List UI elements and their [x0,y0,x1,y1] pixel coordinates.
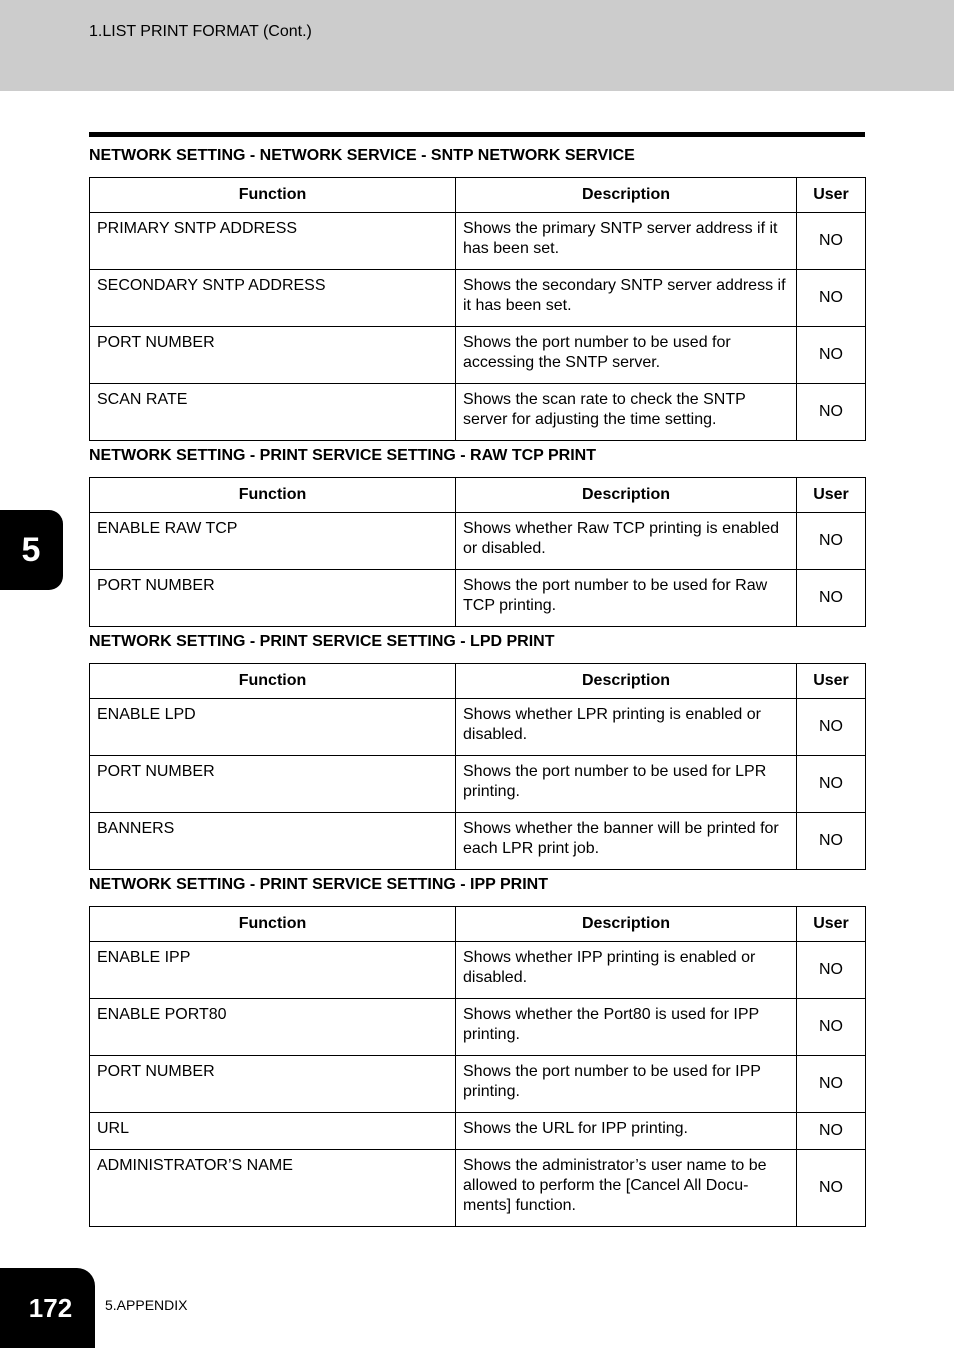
table-row [90,942,866,999]
table-lpd [89,663,866,870]
column-header-function: Function [90,178,456,213]
column-header-user: User [797,664,866,699]
description-cell: Shows whether LPR printing is enabled or disabled. [456,699,797,756]
description-cell: Shows whether the banner will be printed for each LPR print job. [456,813,797,870]
user-cell: NO [797,327,866,384]
description-cell: Shows whether IPP printing is enabled or disabled. [456,942,797,999]
description-cell: Shows the port number to be used for Raw TCP printing. [456,570,797,627]
user-cell: NO [797,213,866,270]
user-cell: NO [797,1113,866,1150]
function-cell: BANNERS [90,813,456,870]
user-cell: NO [797,699,866,756]
table-row [90,699,866,756]
user-cell: NO [797,756,866,813]
column-header-user: User [797,478,866,513]
description-cell: Shows the primary SNTP server address if it has been set. [456,213,797,270]
function-cell: PORT NUMBER [90,1056,456,1113]
description-cell: Shows the port number to be used for IPP printing. [456,1056,797,1113]
function-cell: ENABLE LPD [90,699,456,756]
user-cell: NO [797,813,866,870]
section-title-ipp: NETWORK SETTING - PRINT SERVICE SETTING - IPP PRINT [89,876,548,893]
function-cell: ENABLE PORT80 [90,999,456,1056]
table-row [90,384,866,441]
table-row [90,756,866,813]
table-row [90,1113,866,1150]
function-cell: PORT NUMBER [90,327,456,384]
column-header-description: Description [456,907,797,942]
column-header-function: Function [90,664,456,699]
user-cell: NO [797,999,866,1056]
column-header-description: Description [456,664,797,699]
table-ipp [89,906,866,1227]
table-raw-tcp [89,477,866,627]
user-cell: NO [797,570,866,627]
chapter-tab: 5 [0,510,63,590]
description-cell: Shows the URL for IPP printing. [456,1113,797,1150]
function-cell: ENABLE IPP [90,942,456,999]
table-header-row [90,907,866,942]
column-header-description: Description [456,178,797,213]
function-cell: ADMINISTRATOR’S NAME [90,1150,456,1227]
column-header-function: Function [90,907,456,942]
function-cell: SECONDARY SNTP ADDRESS [90,270,456,327]
description-cell: Shows the port number to be used for LPR printing. [456,756,797,813]
table-row [90,1150,866,1227]
user-cell: NO [797,942,866,999]
table-row [90,570,866,627]
table-row [90,327,866,384]
content [89,146,865,1227]
user-cell: NO [797,513,866,570]
function-cell: PORT NUMBER [90,570,456,627]
table-header-row [90,664,866,699]
table-row [90,813,866,870]
table-row [90,999,866,1056]
user-cell: NO [797,270,866,327]
table-row [90,513,866,570]
function-cell: URL [90,1113,456,1150]
table-sntp [89,177,866,441]
section-title-raw-tcp: NETWORK SETTING - PRINT SERVICE SETTING - RAW TCP PRINT [89,447,596,464]
table-header-row [90,478,866,513]
footer-section-label: 5.APPENDIX [105,1297,188,1313]
description-cell: Shows whether the Port80 is used for IPP printing. [456,999,797,1056]
description-cell: Shows the administrator’s user name to be allowed to perform the [Cancel All Docu-ments] function. [456,1150,797,1227]
function-cell: PRIMARY SNTP ADDRESS [90,213,456,270]
page-number: 172 [0,1268,95,1348]
table-row [90,270,866,327]
description-cell: Shows whether Raw TCP printing is enabled or disabled. [456,513,797,570]
column-header-user: User [797,907,866,942]
table-row [90,1056,866,1113]
function-cell: PORT NUMBER [90,756,456,813]
table-header-row [90,178,866,213]
description-cell: Shows the scan rate to check the SNTP server for adjusting the time setting. [456,384,797,441]
function-cell: SCAN RATE [90,384,456,441]
description-cell: Shows the port number to be used for accessing the SNTP server. [456,327,797,384]
section-rule [89,132,865,137]
section-title-sntp: NETWORK SETTING - NETWORK SERVICE - SNTP NETWORK SERVICE [89,147,635,164]
table-row [90,213,866,270]
user-cell: NO [797,384,866,441]
header-band [0,0,954,91]
column-header-description: Description [456,478,797,513]
user-cell: NO [797,1150,866,1227]
section-title-lpd: NETWORK SETTING - PRINT SERVICE SETTING - LPD PRINT [89,633,555,650]
function-cell: ENABLE RAW TCP [90,513,456,570]
column-header-user: User [797,178,866,213]
user-cell: NO [797,1056,866,1113]
description-cell: Shows the secondary SNTP server address if it has been set. [456,270,797,327]
column-header-function: Function [90,478,456,513]
header-title: 1.LIST PRINT FORMAT (Cont.) [89,23,312,40]
